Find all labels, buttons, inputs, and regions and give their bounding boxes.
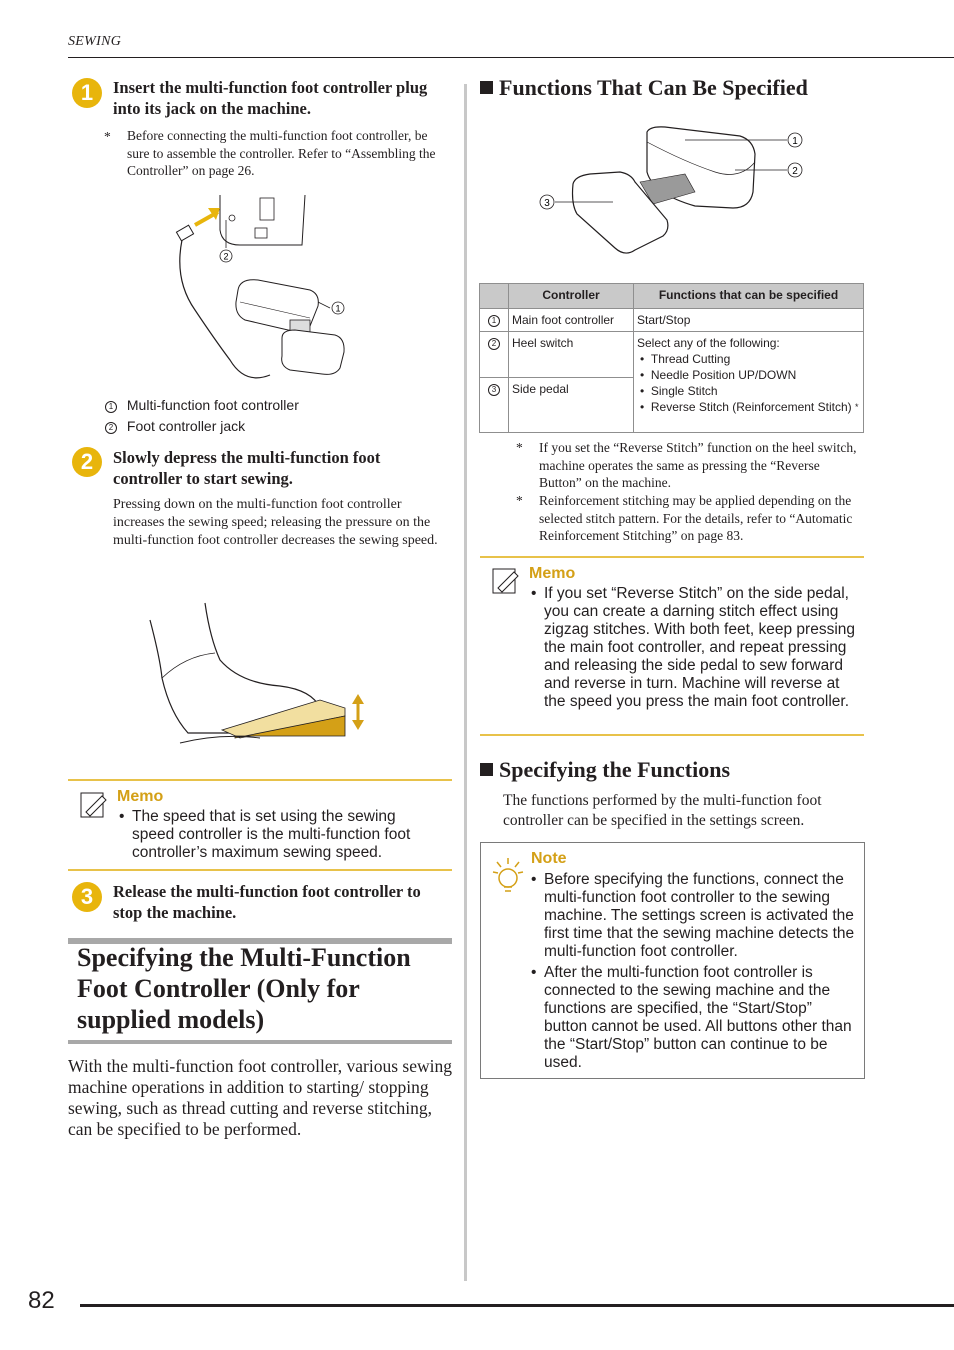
step-1-title: Insert the multi-function foot controller plug into its jack on the machine.: [113, 78, 428, 118]
fig2-callout-1: 1: [792, 136, 798, 147]
fig1-callout-2: 2: [223, 251, 229, 262]
fig2-callout-2: 2: [792, 166, 798, 177]
functions-table: [479, 283, 864, 433]
step-1-note-mark: *: [104, 129, 111, 144]
list-item: • Thread Cutting: [640, 352, 731, 366]
memo-2-bullet: •: [531, 585, 537, 602]
note-item-2: After the multi-function foot controller is connected to the sewing machine and the functions are specified, the “Start/Stop” button cannot be used. All buttons other than the “Start/Stop” button can continue to be used.: [544, 964, 852, 1071]
heading-bottom-bar: [68, 1040, 452, 1044]
fig1-callout-1: 1: [335, 303, 341, 314]
fig2-callout-3: 3: [544, 198, 550, 209]
memo-1-title: Memo: [117, 788, 164, 805]
shared-functions-cell: [634, 332, 864, 433]
plug-jack-illustration: [170, 190, 360, 390]
caption-1-text: Multi-function foot controller: [126, 397, 299, 413]
memo-1-bottom-rule: [68, 869, 452, 871]
caption-1-num: 1: [105, 401, 117, 413]
memo-2-bottom-rule: [480, 734, 864, 736]
header-rule: [68, 57, 954, 58]
heading-square-bullet: [480, 81, 493, 94]
list-item: • Single Stitch: [640, 384, 718, 398]
table-header-row: [480, 284, 864, 309]
step-2-badge: 2: [72, 447, 102, 477]
row-1-controller: Main foot controller: [509, 309, 634, 332]
memo-1-text: The speed that is set using the sewing speed controller is the multi-function foot controller’s maximum sewing speed.: [132, 808, 411, 861]
table-note-1-mark: *: [516, 440, 523, 455]
table-header-functions: Functions that can be specified: [634, 284, 864, 309]
note-title: Note: [531, 850, 567, 867]
note-bullet-1: •: [531, 871, 537, 888]
step-1-note: Before connecting the multi-function foot controller, be sure to assemble the controller. Refer to “Assembling the Controller” on page 26.: [127, 128, 436, 178]
table-row: [480, 309, 864, 332]
list-item: • Reverse Stitch (Reinforcement Stitch) *: [640, 400, 859, 414]
step-3-title: Release the multi-function foot controller to stop the machine.: [113, 882, 421, 922]
table-header-blank: [480, 284, 509, 309]
specifying-heading-text: Specifying the Functions: [499, 757, 731, 782]
step-2-body: Pressing down on the multi-function foot controller increases the sewing speed; releasing the pressure on the multi-function foot controller decreases the sewing speed.: [113, 497, 438, 548]
specifying-body: The functions performed by the multi-function foot controller can be specified in the settings screen.: [503, 792, 822, 829]
step-3-badge: 3: [72, 882, 102, 912]
memo-1-top-rule: [68, 779, 452, 781]
intro-paragraph: With the multi-function foot controller, various sewing machine operations in addition to starting/ stopping sewing, such as thread cutting and reverse stitching, can be specified to be performed.: [68, 1056, 453, 1139]
foot-pedal-illustration: [140, 598, 380, 750]
column-divider: [464, 84, 467, 1281]
figure-caption-1: [105, 395, 299, 415]
table-note-2-mark: *: [516, 493, 523, 508]
controller-illustration: [535, 122, 815, 264]
footer-rule: [80, 1304, 954, 1307]
note-lightbulb-icon: [492, 856, 524, 896]
row-1-function: Start/Stop: [634, 309, 864, 332]
table-note-1: If you set the “Reverse Stitch” function on the heel switch, machine operates the same as pressing the “Reverse Button” on the machine.: [539, 440, 857, 490]
row-3-controller: Side pedal: [509, 378, 634, 433]
table-note-2: Reinforcement stitching may be applied depending on the selected stitch pattern. For the details, refer to “Automatic Reinforcement Stitching” on page 83.: [539, 493, 853, 543]
step-2-title: Slowly depress the multi-function foot controller to start sewing.: [113, 448, 381, 488]
table-row: [480, 332, 864, 378]
caption-2-num: 2: [105, 422, 117, 434]
functions-heading: [480, 75, 808, 101]
memo-pencil-icon: [492, 568, 522, 594]
row-2-num: 2: [488, 338, 500, 350]
memo-1-bullet: •: [119, 808, 125, 825]
row-3-num: 3: [488, 384, 500, 396]
note-item-1: Before specifying the functions, connect the multi-function foot controller to the sewing machine. The settings screen is activated the first time that the sewing machine detects the multi-function foot controller.: [544, 871, 855, 960]
list-item: • Needle Position UP/DOWN: [640, 368, 797, 382]
memo-2-title: Memo: [529, 565, 576, 582]
note-bullet-2: •: [531, 964, 537, 981]
step-1-badge: 1: [72, 78, 102, 108]
row-2-controller: Heel switch: [509, 332, 634, 378]
functions-heading-text: Functions That Can Be Specified: [499, 75, 808, 100]
heading-square-bullet: [480, 763, 493, 776]
caption-2-text: Foot controller jack: [126, 418, 246, 434]
main-heading: Specifying the Multi-Function Foot Controller (Only for supplied models): [77, 943, 411, 1034]
memo-pencil-icon: [80, 792, 110, 818]
figure-caption-2: [105, 416, 245, 436]
table-header-controller: Controller: [509, 284, 634, 309]
memo-2-text: If you set “Reverse Stitch” on the side pedal, you can create a darning stitch effect using zigzag stitches. With both feet, keep pressing the main foot controller, and repeat pressing and releasing the side pedal to sew forward and reverse in turn. Machine will reverse at the speed you press the main foot controller.: [544, 585, 856, 710]
page-number: 82: [28, 1287, 55, 1314]
shared-functions-intro: Select any of the following:: [637, 336, 780, 350]
specifying-heading: [480, 757, 730, 783]
row-1-num: 1: [488, 315, 500, 327]
section-header: SEWING: [68, 34, 122, 49]
memo-2-top-rule: [480, 556, 864, 558]
